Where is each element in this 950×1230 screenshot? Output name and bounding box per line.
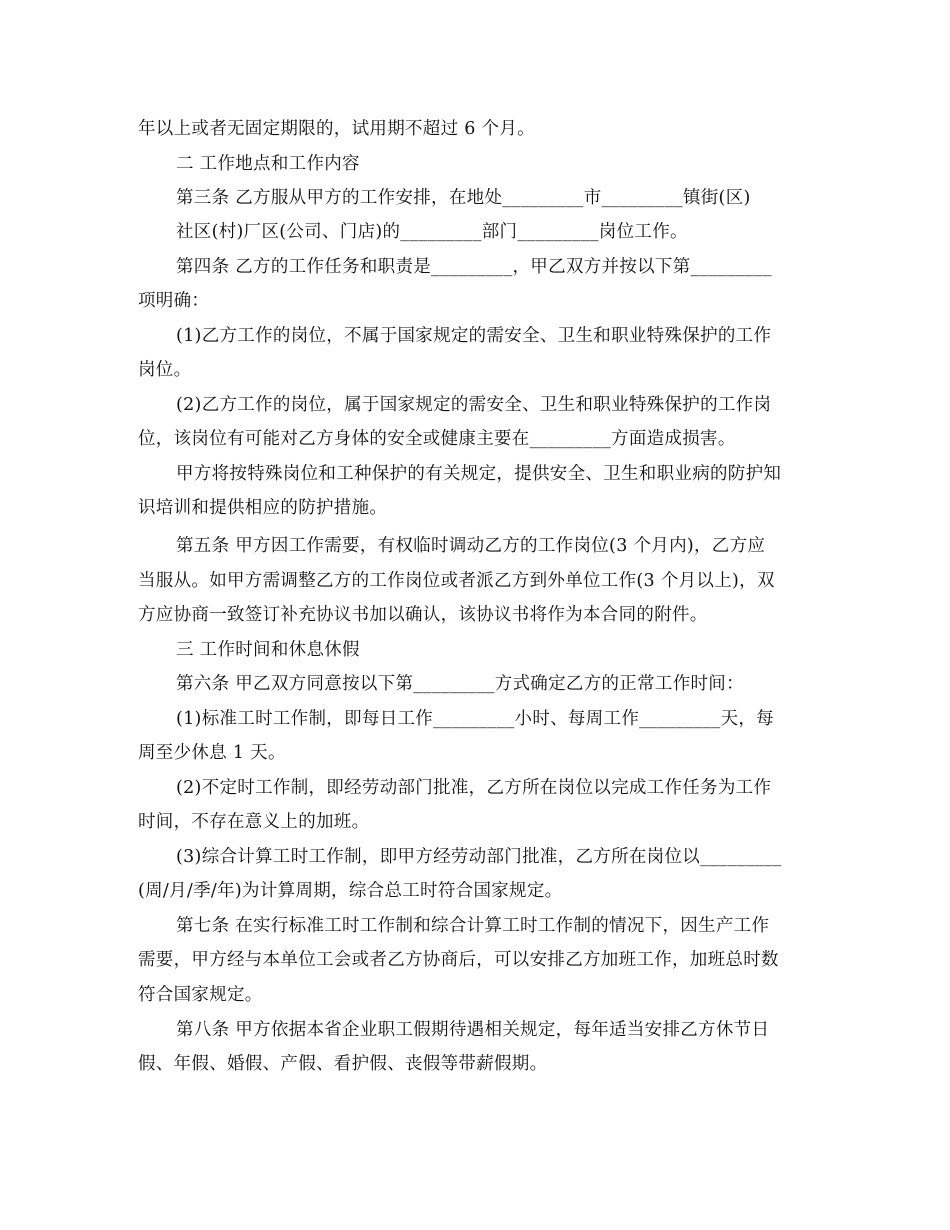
work-hours-2-line-1: (2)不定时工作制，即经劳动部门批准，乙方所在岗位以完成工作任务为工作: [176, 778, 772, 798]
work-hours-1-line-1: (1)标准工时工作制，即每日工作_________小时、每周工作_________天，每: [176, 709, 774, 729]
section-heading-2: 二 工作地点和工作内容: [176, 154, 360, 174]
text-line-1: 年以上或者无固定期限的，试用期不超过 6 个月。: [138, 119, 535, 139]
article-8-line-2: 假、年假、婚假、产假、看护假、丧假等带薪假期。: [138, 1054, 548, 1074]
article-4-line-1: 第四条 乙方的工作任务和职责是_________，甲乙双方并按以下第_________: [176, 257, 772, 277]
clause-1-line-2: 岗位。: [138, 360, 192, 380]
article-7-line-2: 需要，甲方经与本单位工会或者乙方协商后，可以安排乙方加班工作，加班总时数: [138, 950, 779, 970]
article-8-line-1: 第八条 甲方依据本省企业职工假期待遇相关规定，每年适当安排乙方休节日: [176, 1020, 770, 1040]
article-6-line-1: 第六条 甲乙双方同意按以下第_________方式确定乙方的正常工作时间：: [176, 674, 744, 694]
work-hours-2-line-2: 时间，不存在意义上的加班。: [138, 812, 370, 832]
work-hours-3-line-2: (周/月/季/年)为计算周期，综合总工时符合国家规定。: [138, 881, 563, 901]
article-7-line-3: 符合国家规定。: [138, 985, 263, 1005]
article-5-line-3: 方应协商一致签订补充协议书加以确认，该协议书将作为本合同的附件。: [138, 605, 708, 625]
protection-line-2: 识培训和提供相应的防护措施。: [138, 498, 388, 518]
clause-1-line-1: (1)乙方工作的岗位，不属于国家规定的需安全、卫生和职业特殊保护的工作: [176, 326, 772, 346]
article-3-line-2: 社区(村)厂区(公司、门店)的_________部门_________岗位工作。: [176, 222, 688, 242]
article-3-line-1: 第三条 乙方服从甲方的工作安排，在地处_________市_________镇街(区): [176, 188, 751, 208]
work-hours-3-line-1: (3)综合计算工时工作制，即甲方经劳动部门批准，乙方所在岗位以_________: [176, 847, 782, 867]
article-4-line-2: 项明确：: [138, 291, 210, 311]
article-5-line-2: 当服从。如甲方需调整乙方的工作岗位或者派乙方到外单位工作(3 个月以上)，双: [138, 571, 775, 591]
article-5-line-1: 第五条 甲方因工作需要，有权临时调动乙方的工作岗位(3 个月内)，乙方应: [176, 536, 766, 556]
work-hours-1-line-2: 周至少休息 1 天。: [138, 743, 286, 763]
clause-2-line-2: 位，该岗位有可能对乙方身体的安全或健康主要在_________方面造成损害。: [138, 429, 736, 449]
clause-2-line-1: (2)乙方工作的岗位，属于国家规定的需安全、卫生和职业特殊保护的工作岗: [176, 395, 772, 415]
protection-line-1: 甲方将按特殊岗位和工种保护的有关规定，提供安全、卫生和职业病的防护知: [176, 464, 782, 484]
section-heading-3: 三 工作时间和休息休假: [176, 640, 360, 660]
article-7-line-1: 第七条 在实行标准工时工作制和综合计算工时工作制的情况下，因生产工作: [176, 916, 770, 936]
